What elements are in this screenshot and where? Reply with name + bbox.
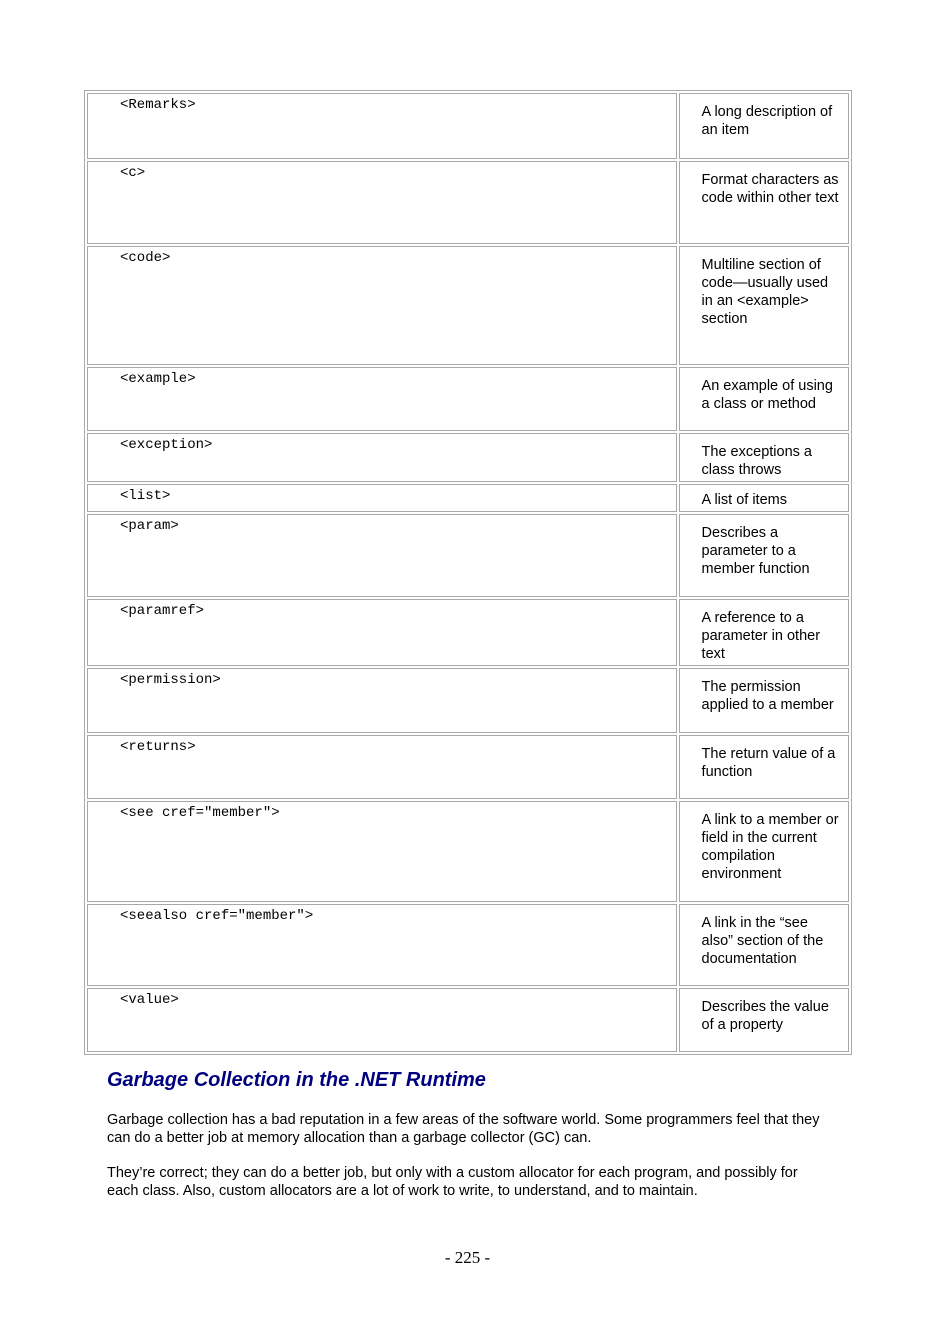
tag-name: <value> bbox=[120, 992, 179, 1008]
body-paragraph: They’re correct; they can do a better job, but only with a custom allocator for each program, and possibly for each class. Also, custom allocators are a lot of work to write, to understand, and to maintain. bbox=[107, 1165, 798, 1199]
section-heading: Garbage Collection in the .NET Runtime bbox=[107, 1069, 486, 1091]
table-row bbox=[87, 484, 849, 512]
table-row bbox=[87, 801, 849, 902]
tag-description: A list of items bbox=[701, 492, 787, 508]
body-paragraph: Garbage collection has a bad reputation in a few areas of the software world. Some programmers feel that they can do a better job at memory allocation than a garbage collector (GC) can. bbox=[107, 1112, 820, 1146]
description-cell bbox=[679, 988, 849, 1052]
table-row bbox=[87, 735, 849, 799]
description-cell bbox=[679, 904, 849, 986]
description-cell bbox=[679, 484, 849, 512]
table-row bbox=[87, 514, 849, 597]
table-row bbox=[87, 988, 849, 1052]
tag-cell bbox=[87, 801, 677, 902]
xml-doc-tags-table bbox=[84, 90, 852, 1055]
table-row bbox=[87, 246, 849, 365]
tag-description: The return value of a function bbox=[701, 746, 836, 780]
tag-description: A link to a member or field in the current compilation environment bbox=[701, 812, 839, 882]
description-cell bbox=[679, 367, 849, 431]
description-cell bbox=[679, 599, 849, 666]
tag-name: <returns> bbox=[120, 739, 196, 755]
table-row bbox=[87, 599, 849, 666]
table-row bbox=[87, 367, 849, 431]
description-cell bbox=[679, 433, 849, 482]
tag-cell bbox=[87, 668, 677, 733]
tag-description: The permission applied to a member bbox=[701, 679, 834, 713]
description-cell bbox=[679, 246, 849, 365]
tag-name: <paramref> bbox=[120, 603, 205, 619]
tag-name: <example> bbox=[120, 371, 196, 387]
tag-cell bbox=[87, 904, 677, 986]
tag-cell bbox=[87, 735, 677, 799]
tag-cell bbox=[87, 433, 677, 482]
tag-cell bbox=[87, 93, 677, 159]
table-row bbox=[87, 904, 849, 986]
tag-description: An example of using a class or method bbox=[701, 378, 833, 412]
tag-description: A long description of an item bbox=[701, 104, 833, 138]
tag-cell bbox=[87, 161, 677, 244]
description-cell bbox=[679, 735, 849, 799]
tag-cell bbox=[87, 484, 677, 512]
tag-cell bbox=[87, 367, 677, 431]
tag-description: Describes the value of a property bbox=[701, 999, 829, 1033]
tag-description: A reference to a parameter in other text bbox=[701, 610, 821, 662]
tag-name: <list> bbox=[120, 488, 171, 504]
table-row bbox=[87, 668, 849, 733]
tag-name: <see cref="member"> bbox=[120, 805, 280, 821]
tag-name: <seealso cref="member"> bbox=[120, 908, 314, 924]
description-cell bbox=[679, 801, 849, 902]
tag-description: Describes a parameter to a member function bbox=[701, 525, 810, 577]
tag-cell bbox=[87, 988, 677, 1052]
table-row bbox=[87, 93, 849, 159]
description-cell bbox=[679, 161, 849, 244]
table-row bbox=[87, 161, 849, 244]
table-row bbox=[87, 433, 849, 482]
tag-cell bbox=[87, 246, 677, 365]
tag-name: <c> bbox=[120, 165, 146, 181]
description-cell bbox=[679, 514, 849, 597]
tag-description: A link in the “see also” section of the documentation bbox=[701, 915, 824, 967]
description-cell bbox=[679, 93, 849, 159]
tag-description: Multiline section of code—usually used in an <example> section bbox=[701, 257, 829, 327]
page-number: - 225 - bbox=[444, 1248, 491, 1267]
description-cell bbox=[679, 668, 849, 733]
tag-description: Format characters as code within other text bbox=[701, 172, 839, 206]
tag-name: <param> bbox=[120, 518, 179, 534]
tag-cell bbox=[87, 514, 677, 597]
tag-name: <code> bbox=[120, 250, 171, 266]
tag-name: <exception> bbox=[120, 437, 213, 453]
tag-name: <Remarks> bbox=[120, 97, 196, 113]
tag-name: <permission> bbox=[120, 672, 221, 688]
tag-cell bbox=[87, 599, 677, 666]
tag-description: The exceptions a class throws bbox=[701, 444, 812, 478]
